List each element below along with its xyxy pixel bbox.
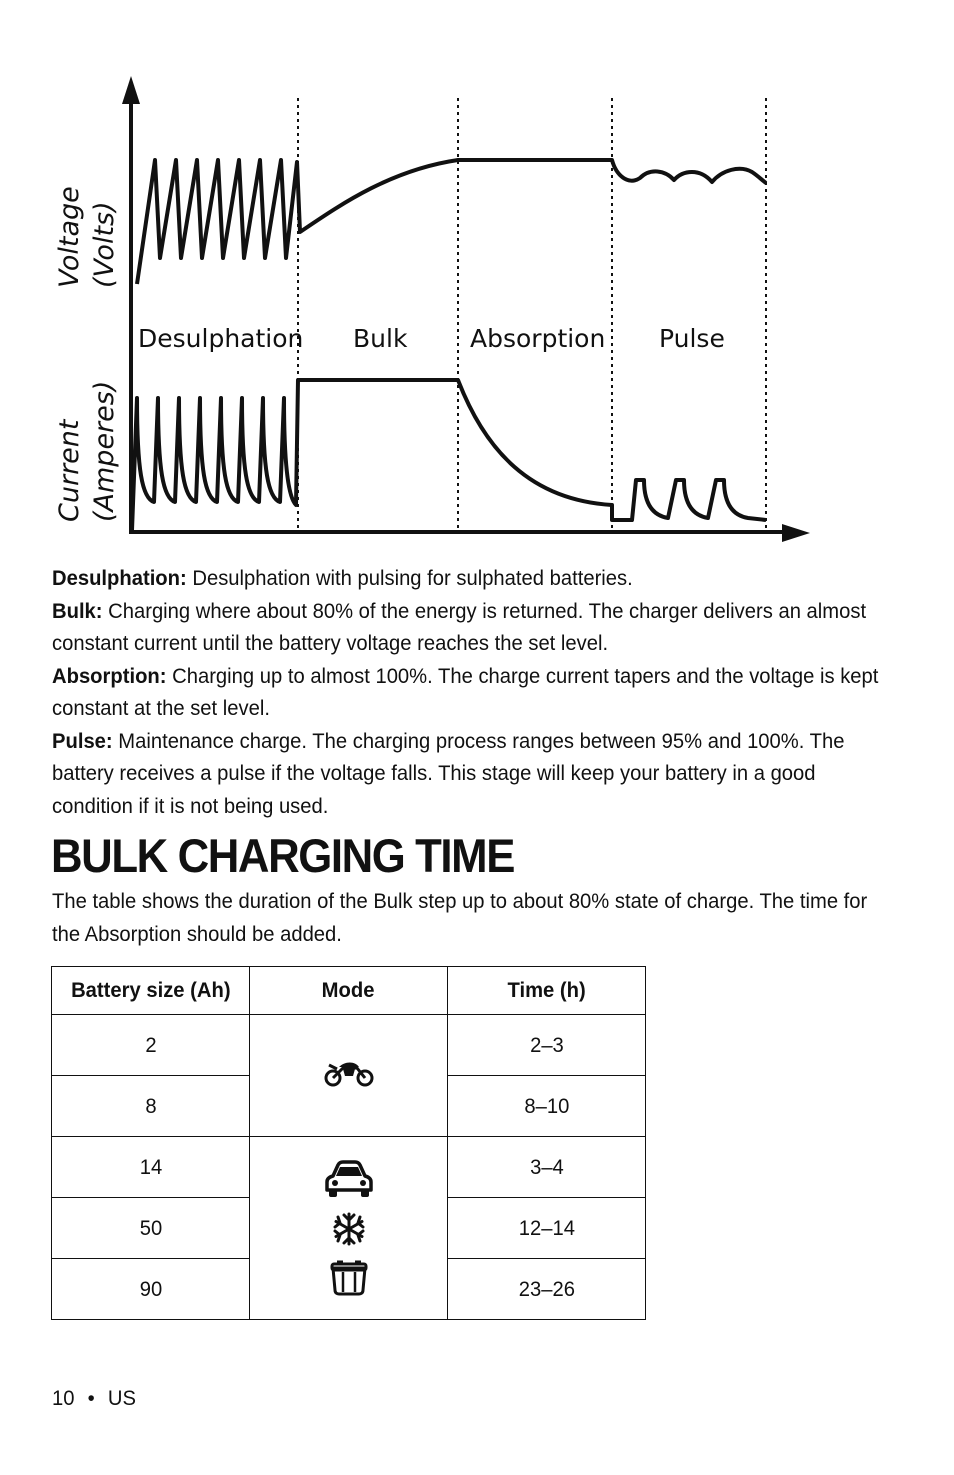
current-axis-label: Current [54, 419, 85, 522]
cell-size: 50 [52, 1198, 250, 1259]
stage-descriptions [52, 562, 879, 822]
phase-label-pulse: Pulse [659, 324, 725, 353]
desc-text: Desulphation with pulsing for sulphated batteries. [186, 566, 633, 590]
current-curve [132, 380, 766, 530]
motorcycle-icon [323, 1059, 375, 1087]
header-battery-size: Battery size (Ah) [52, 967, 250, 1015]
section-title: BULK CHARGING TIME [51, 829, 514, 882]
header-time: Time (h) [448, 967, 646, 1015]
voltage-axis-unit: (Volts) [89, 201, 120, 288]
car-icon [325, 1160, 373, 1198]
cell-size: 2 [52, 1015, 250, 1076]
charging-stages-diagram [0, 0, 954, 560]
snowflake-icon [332, 1212, 366, 1246]
footer-separator: • [87, 1386, 95, 1410]
desc-text: Charging up to almost 100%. The charge current tapers and the voltage is kept constant at the set level. [52, 663, 879, 720]
cell-time: 12–14 [448, 1198, 646, 1259]
desc-term: Absorption: [52, 663, 167, 688]
table-header-row [52, 967, 646, 1015]
phase-label-bulk: Bulk [353, 324, 408, 353]
desc-text: Maintenance charge. The charging process ranges between 95% and 100%. The battery receives a pulse if the voltage falls. This stage will keep your battery in a good condition if it is not being used. [52, 728, 845, 818]
cell-time: 8–10 [448, 1076, 646, 1137]
voltage-curve [137, 160, 766, 284]
cell-time: 3–4 [448, 1137, 646, 1198]
cell-size: 14 [52, 1137, 250, 1198]
region-code: US [107, 1386, 136, 1410]
x-axis-arrow [782, 524, 810, 542]
diagram-axes [129, 100, 790, 534]
table-row [52, 1137, 646, 1198]
desc-bulk [52, 595, 879, 660]
section-intro: The table shows the duration of the Bulk step up to about 80% state of charge. The time for the Absorption should be added. [52, 889, 868, 946]
desc-text: Charging where about 80% of the energy is returned. The charger delivers an almost constant current until the battery voltage reaches the set level. [52, 598, 867, 655]
page-footer [52, 1386, 136, 1411]
voltage-axis-label: Voltage [54, 186, 85, 288]
desc-pulse [52, 725, 879, 823]
cell-time: 2–3 [448, 1015, 646, 1076]
current-axis-unit: (Amperes) [89, 380, 120, 522]
table-row [52, 1015, 646, 1076]
desc-desulphation [52, 562, 879, 595]
desc-term: Bulk: [52, 598, 103, 623]
cell-mode-motorcycle [250, 1015, 448, 1137]
desc-term: Desulphation: [52, 566, 187, 590]
phase-dividers [298, 98, 766, 530]
phase-label-absorption: Absorption [470, 324, 606, 353]
bulk-charging-time-table [51, 966, 646, 1320]
cell-size: 8 [52, 1076, 250, 1137]
cell-mode-car [250, 1137, 448, 1320]
cell-time: 23–26 [448, 1259, 646, 1320]
agm-battery-icon [329, 1260, 369, 1296]
desc-term: Pulse: [52, 728, 113, 753]
phase-label-desulphation: Desulphation [138, 324, 304, 353]
cell-size: 90 [52, 1259, 250, 1320]
header-mode: Mode [250, 967, 448, 1015]
y-axis-arrow [122, 76, 140, 104]
desc-absorption [52, 660, 879, 725]
page-number: 10 [52, 1386, 75, 1410]
